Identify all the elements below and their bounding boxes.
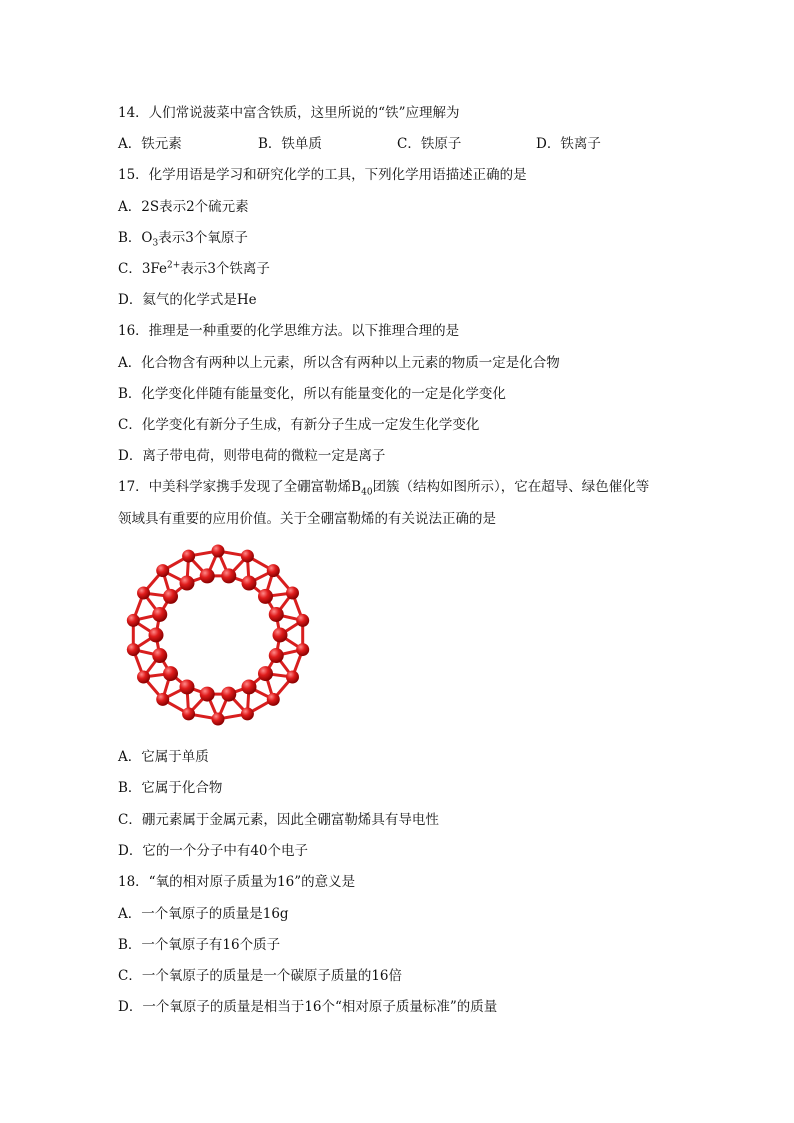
- molecule-atom: [180, 576, 195, 591]
- q15-option-b-post: 表示3个氧原子: [158, 230, 248, 246]
- molecule-atom: [212, 545, 225, 558]
- molecule-atom: [286, 671, 299, 684]
- q16-option-d: D．离子带电荷，则带电荷的微粒一定是离子: [118, 448, 386, 464]
- molecule-atom: [221, 568, 236, 583]
- molecule-atom: [200, 568, 215, 583]
- molecule-atom: [149, 628, 164, 643]
- molecule-atom: [137, 671, 150, 684]
- q15-option-b-pre: B．O: [118, 230, 153, 246]
- q17-stem-pre: 17．中美科学家携手发现了全硼富勒烯B: [118, 479, 362, 495]
- molecule-atom: [152, 648, 167, 663]
- q16-option-c: C．化学变化有新分子生成，有新分子生成一定发生化学变化: [118, 417, 480, 433]
- q17-stem-post: 团簇（结构如图所示），它在超导、绿色催化等: [372, 479, 650, 495]
- molecule-atom: [127, 643, 140, 656]
- q17-option-a: A．它属于单质: [118, 749, 209, 765]
- boron-fullerene-molecule-image: [118, 538, 318, 733]
- molecule-atom: [258, 589, 273, 604]
- molecule-atom: [182, 550, 195, 563]
- q17-stem-line1: [118, 477, 649, 497]
- molecule-atom: [182, 707, 195, 720]
- q17-option-d: D．它的一个分子中有40个电子: [118, 843, 309, 859]
- q14-stem: 14．人们常说菠菜中富含铁质，这里所说的“铁”应理解为: [118, 105, 460, 121]
- molecule-atom: [156, 564, 169, 577]
- molecule-atom: [180, 679, 195, 694]
- q17-option-c: C．硼元素属于金属元素，因此全硼富勒烯具有导电性: [118, 812, 439, 828]
- q15-stem: 15．化学用语是学习和研究化学的工具，下列化学用语描述正确的是: [118, 167, 527, 183]
- molecule-atom: [200, 687, 215, 702]
- molecule-atom: [296, 614, 309, 627]
- molecule-atom: [267, 693, 280, 706]
- molecule-atom: [241, 707, 254, 720]
- molecule-atom: [156, 693, 169, 706]
- q18-option-b: B．一个氧原子有16个质子: [118, 937, 281, 953]
- molecule-atom: [269, 648, 284, 663]
- q17-stem-line2: 领域具有重要的应用价值。关于全硼富勒烯的有关说法正确的是: [118, 511, 496, 527]
- molecule-atom: [242, 679, 257, 694]
- molecule-atom: [267, 564, 280, 577]
- q15-option-c-sup: 2+: [167, 260, 181, 271]
- molecule-atom: [273, 628, 288, 643]
- q18-option-a: A．一个氧原子的质量是16g: [118, 906, 289, 922]
- molecule-atom: [296, 643, 309, 656]
- q16-option-a: A．化合物含有两种以上元素，所以含有两种以上元素的物质一定是化合物: [118, 355, 560, 371]
- molecule-atom: [127, 614, 140, 627]
- q18-stem: 18．“氧的相对原子质量为16”的意义是: [118, 874, 356, 890]
- q14-option-d: D．铁离子: [536, 136, 601, 152]
- molecule-atom: [163, 589, 178, 604]
- q15-option-a: A．2S表示2个硫元素: [118, 199, 249, 215]
- molecule-atom: [258, 666, 273, 681]
- molecule-atom: [286, 587, 299, 600]
- molecule-atom: [152, 607, 167, 622]
- q17-option-b: B．它属于化合物: [118, 780, 223, 796]
- q15-option-c: [118, 259, 270, 279]
- q15-option-b: [118, 228, 248, 248]
- molecule-atom: [269, 607, 284, 622]
- molecule-atom: [241, 550, 254, 563]
- molecule-atom: [163, 666, 178, 681]
- molecule-atoms: [127, 545, 309, 726]
- q18-option-d: D．一个氧原子的质量是相当于16个“相对原子质量标准”的质量: [118, 999, 498, 1015]
- q18-option-c: C．一个氧原子的质量是一个碳原子质量的16倍: [118, 968, 403, 984]
- q14-option-b: B．铁单质: [258, 136, 322, 152]
- q15-option-c-pre: C．3Fe: [118, 261, 168, 277]
- q15-option-c-post: 表示3个铁离子: [180, 261, 270, 277]
- q15-option-b-sub: 3: [152, 238, 159, 249]
- q14-option-c: C．铁原子: [397, 136, 462, 152]
- molecule-atom: [212, 713, 225, 726]
- molecule-atom: [242, 576, 257, 591]
- q15-option-d: D．氦气的化学式是He: [118, 292, 257, 308]
- q16-stem: 16．推理是一种重要的化学思维方法。以下推理合理的是: [118, 323, 460, 339]
- q16-option-b: B．化学变化伴随有能量变化，所以有能量变化的一定是化学变化: [118, 386, 506, 402]
- q17-stem-sub: 40: [361, 487, 373, 498]
- q14-option-a: A．铁元素: [118, 136, 182, 152]
- molecule-atom: [137, 587, 150, 600]
- molecule-atom: [221, 687, 236, 702]
